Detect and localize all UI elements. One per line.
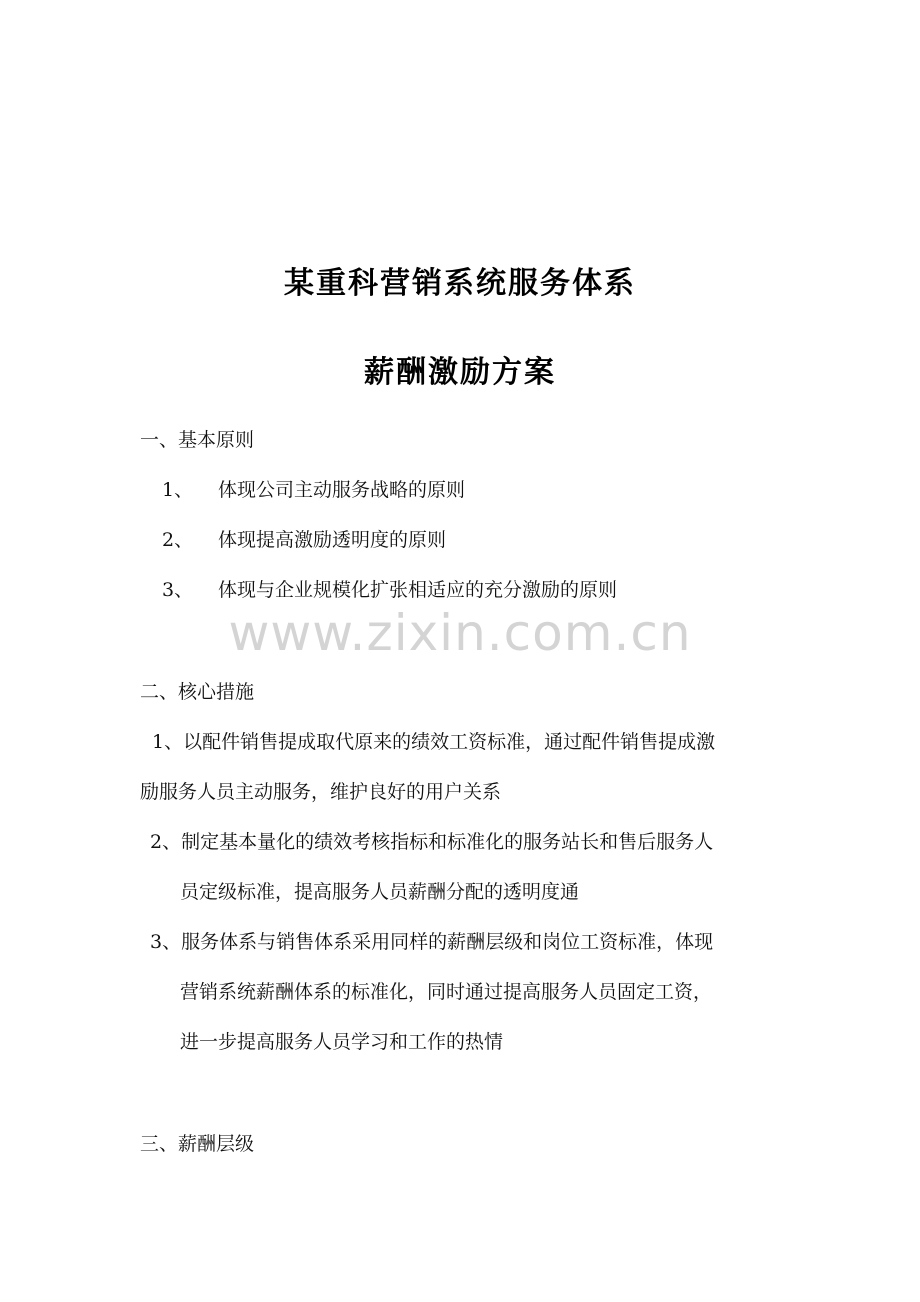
section2-item2-line2: 员定级标准，提高服务人员薪酬分配的透明度通 (180, 881, 580, 903)
section2-item3-line2: 营销系统薪酬体系的标准化，同时通过提高服务人员固定工资， (180, 981, 713, 1003)
section1-item-2 (162, 527, 446, 553)
list-item-text: 体现与企业规模化扩张相适应的充分激励的原则 (218, 579, 618, 601)
document-title-line1: 某重科营销系统服务体系 (284, 266, 636, 301)
section3-heading: 三、薪酬层级 (140, 1133, 255, 1155)
list-number: 2、 (162, 529, 194, 551)
section2-item2-line1: 2、制定基本量化的绩效考核指标和标准化的服务站长和售后服务人 (150, 831, 714, 853)
list-number: 3、 (162, 579, 194, 601)
section1-item-3 (162, 577, 617, 603)
list-number: 1、 (162, 479, 194, 501)
section2-item1-line2: 励服务人员主动服务，维护良好的用户关系 (140, 781, 502, 803)
section2-heading: 二、核心措施 (140, 681, 255, 703)
list-item-text: 体现提高激励透明度的原则 (218, 529, 447, 551)
section2-item3-line1: 3、服务体系与销售体系采用同样的薪酬层级和岗位工资标准，体现 (150, 931, 714, 953)
document-title-line2: 薪酬激励方案 (364, 355, 556, 390)
list-item-text: 体现公司主动服务战略的原则 (218, 479, 466, 501)
watermark: www.zixin.com.cn (228, 604, 692, 662)
section1-heading: 一、基本原则 (140, 429, 255, 451)
section2-item3-line3: 进一步提高服务人员学习和工作的热情 (180, 1031, 504, 1053)
section2-item1-line1: 1、以配件销售提成取代原来的绩效工资标准，通过配件销售提成激 (152, 731, 716, 753)
section1-item-1 (162, 477, 465, 503)
